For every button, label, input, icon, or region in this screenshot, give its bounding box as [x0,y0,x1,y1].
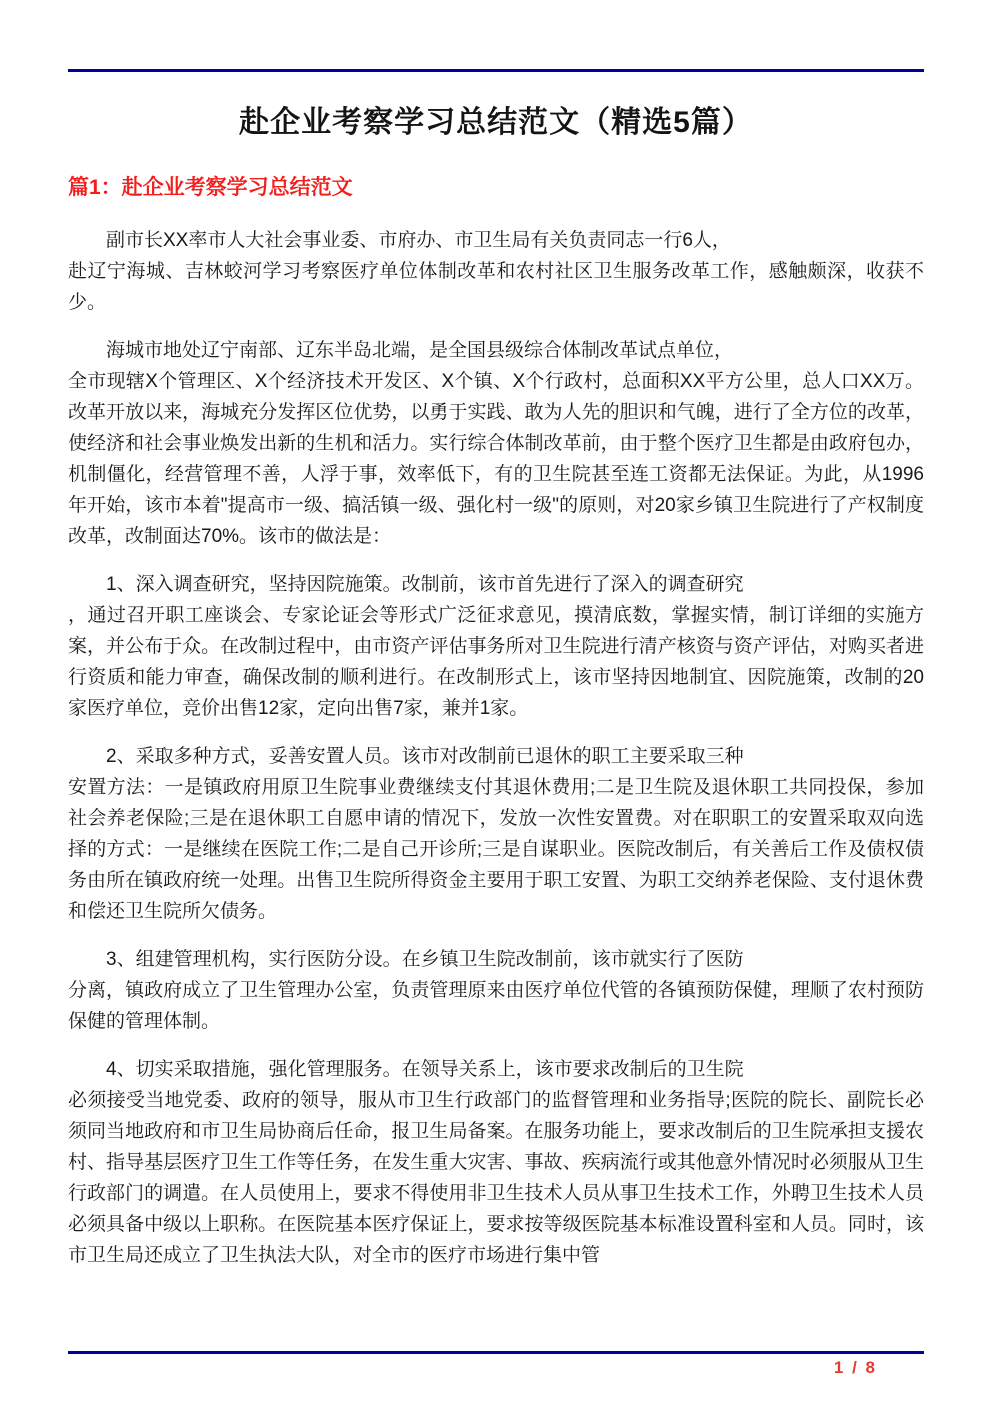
body-paragraph [68,1054,924,1271]
paragraph-rest: 安置方法：一是镇政府用原卫生院事业费继续支付其退休费用;二是卫生院及退休职工共同投保，参加社会养老保险;三是在退休职工自愿申请的情况下，发放一次性安置费。对在职职工的安置采取双向选择的方式：一是继续在医院工作;二是自己开诊所;三是自谋职业。医院改制后，有关善后工作及债权债务由所在镇政府统一处理。出售卫生院所得资金主要用于职工安置、为职工交纳养老保险、支付退休费和偿还卫生院所欠债务。 [68,777,924,922]
body-paragraph [68,741,924,927]
bottom-divider-line [68,1351,924,1354]
paragraph-first-line: 2、采取多种方式，妥善安置人员。该市对改制前已退休的职工主要采取三种 [106,746,744,767]
section-heading: 篇1：赴企业考察学习总结范文 [68,176,353,199]
paragraph-first-line: 副市长XX率市人大社会事业委、市府办、市卫生局有关负责同志一行6人， [106,230,731,251]
body-paragraph [68,225,924,318]
paragraph-first-line: 海城市地处辽宁南部、辽东半岛北端，是全国县级综合体制改革试点单位， [106,340,734,361]
document-title: 赴企业考察学习总结范文（精选5篇） [239,106,753,139]
paragraph-rest: 必须接受当地党委、政府的领导，服从市卫生行政部门的监督管理和业务指导;医院的院长、副院长必须同当地政府和市卫生局协商后任命，报卫生局备案。在服务功能上，要求改制后的卫生院承担支援农村、指导基层医疗卫生工作等任务，在发生重大灾害、事故、疾病流行或其他意外情况时必须服从卫生行政部门的调遣。在人员使用上，要求不得使用非卫生技术人员从事卫生技术工作，外聘卫生技术人员必须具备中级以上职称。在医院基本医疗保证上，要求按等级医院基本标准设置科室和人员。同时，该市卫生局还成立了卫生执法大队，对全市的医疗市场进行集中管 [68,1090,924,1266]
paragraph-first-line: 1、深入调查研究，坚持因院施策。改制前，该市首先进行了深入的调查研究 [106,574,744,595]
document-body [68,225,924,1271]
page-footer [0,1351,992,1378]
paragraph-rest: 分离，镇政府成立了卫生管理办公室，负责管理原来由医疗单位代管的各镇预防保健，理顺了农村预防保健的管理体制。 [68,980,924,1032]
paragraph-first-line: 3、组建管理机构，实行医防分设。在乡镇卫生院改制前，该市就实行了医防 [106,949,744,970]
paragraph-rest: 赴辽宁海城、吉林蛟河学习考察医疗单位体制改革和农村社区卫生服务改革工作，感触颇深，收获不少。 [68,261,924,313]
page-number: 1 / 8 [833,1358,877,1377]
paragraph-rest: ，通过召开职工座谈会、专家论证会等形式广泛征求意见，摸清底数，掌握实情，制订详细的实施方案，并公布于众。在改制过程中，由市资产评估事务所对卫生院进行清产核资与资产评估，对购买者进行资质和能力审查，确保改制的顺利进行。在改制形式上，该市坚持因地制宜、因院施策，改制的20家医疗单位，竞价出售12家，定向出售7家，兼并1家。 [68,605,924,719]
paragraph-rest: 全市现辖X个管理区、X个经济技术开发区、X个镇、X个行政村，总面积XX平方公里，总人口XX万。改革开放以来，海城充分发挥区位优势，以勇于实践、敢为人先的胆识和气魄，进行了全方位的改革，使经济和社会事业焕发出新的生机和活力。实行综合体制改革前，由于整个医疗卫生都是由政府包办，机制僵化，经营管理不善，人浮于事，效率低下，有的卫生院甚至连工资都无法保证。为此，从1996年开始，该市本着"提高市一级、搞活镇一级、强化村一级"的原则，对20家乡镇卫生院进行了产权制度改革，改制面达70%。该市的做法是： [68,371,924,547]
document-content [0,69,992,1271]
top-divider-line [68,69,924,72]
body-paragraph [68,944,924,1037]
body-paragraph [68,335,924,552]
paragraph-first-line: 4、切实采取措施，强化管理服务。在领导关系上，该市要求改制后的卫生院 [106,1059,744,1080]
body-paragraph [68,569,924,724]
